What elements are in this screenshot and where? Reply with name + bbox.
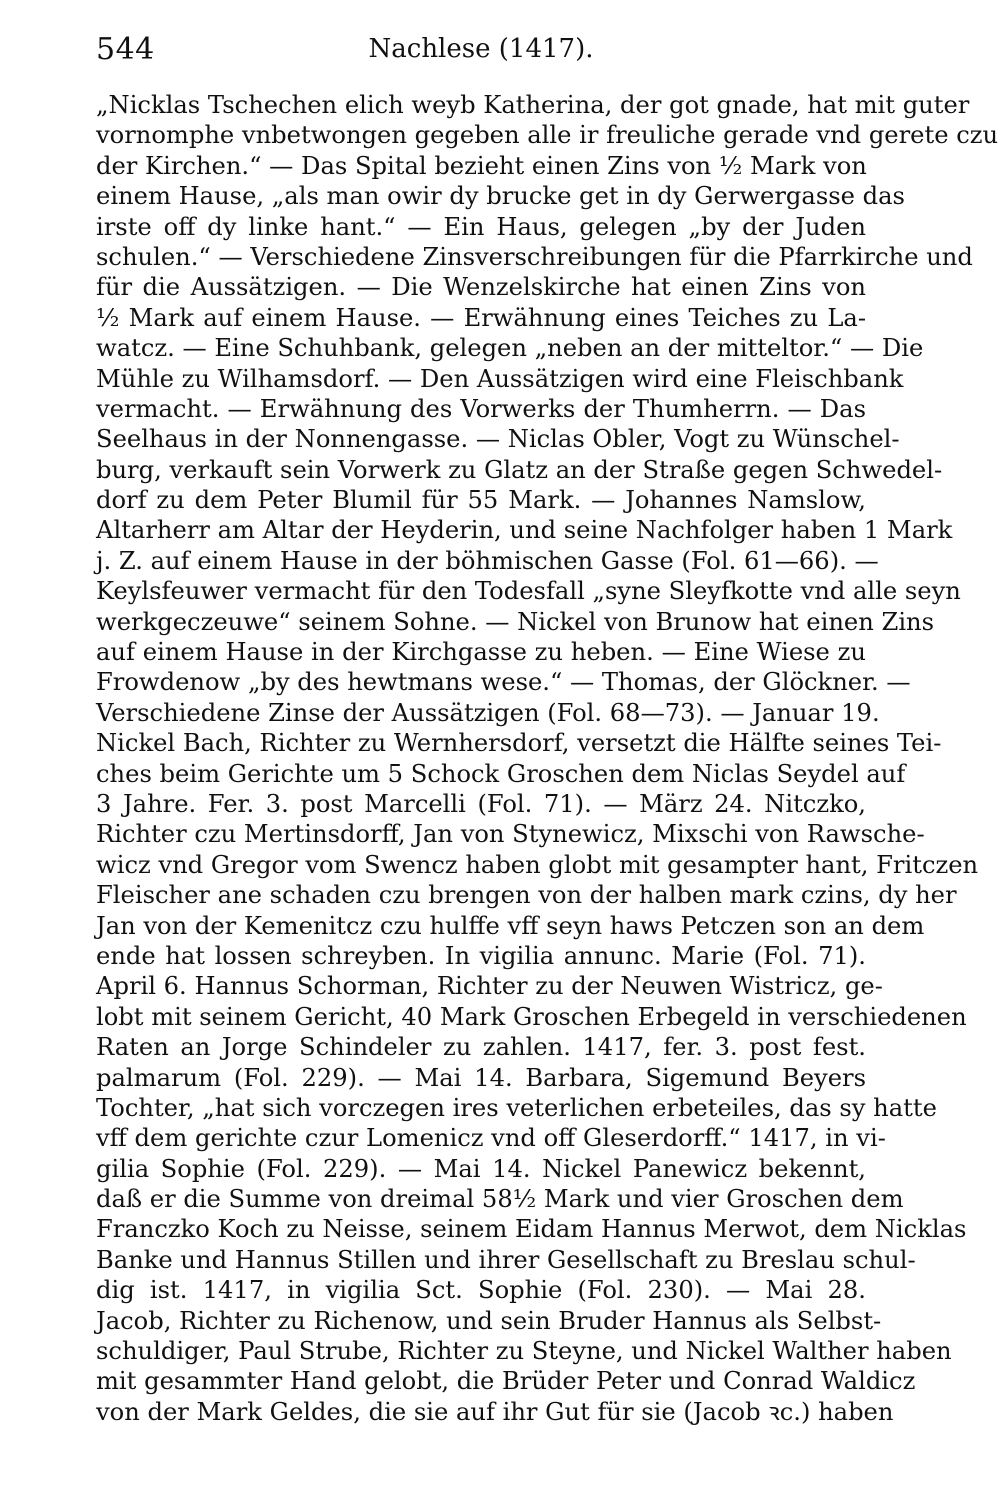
text-line: einem Hause, „als man owir dy brucke get in dy Gerwergasse das (96, 182, 905, 211)
text-line: daß er die Summe von dreimal 58½ Mark und vier Groschen dem (96, 1185, 904, 1214)
text-line: der Kirchen.“ — Das Spital bezieht einen Zins von ½ Mark von (96, 151, 867, 180)
text-line: mit gesammter Hand gelobt, die Brüder Peter und Conrad Waldicz (96, 1367, 916, 1396)
text-line: Banke und Hannus Stillen und ihrer Gesellschaft zu Breslau schul- (96, 1245, 916, 1274)
text-line: werkgeczeuwe“ seinem Sohne. — Nickel von Brunow hat einen Zins (96, 607, 935, 636)
text-line: von der Mark Geldes, die sie auf ihr Gut für sie (Jacob ꝛc.) haben (96, 1397, 894, 1426)
text-line: Seelhaus in der Nonnengasse. — Niclas Obler, Vogt zu Wünschel- (96, 425, 900, 454)
text-line: vff dem gerichte czur Lomenicz vnd off Gleserdorff.“ 1417, in vi- (96, 1124, 886, 1153)
text-line: dig ist. 1417, in vigilia Sct. Sophie (Fol. 230). — Mai 28. (96, 1276, 866, 1305)
text-line: Fleischer ane schaden czu brengen von der halben mark czins, dy her (96, 881, 957, 910)
text-line: Keylsfeuwer vermacht für den Todesfall „syne Sleyfkotte vnd alle seyn (96, 577, 961, 606)
text-line: j. Z. auf einem Hause in der böhmischen Gasse (Fol. 61—66). — (96, 546, 879, 575)
text-line: lobt mit seinem Gericht, 40 Mark Groschen Erbegeld in verschiedenen (96, 1002, 967, 1031)
text-line: watcz. — Eine Schuhbank, gelegen „neben an der mitteltor.“ — Die (96, 334, 924, 363)
text-line: Verschiedene Zinse der Aussätzigen (Fol. 68—73). — Januar 19. (96, 698, 880, 727)
text-line: 3 Jahre. Fer. 3. post Marcelli (Fol. 71). — März 24. Nitczko, (96, 789, 866, 818)
text-line: ½ Mark auf einem Hause. — Erwähnung eines Teiches zu La- (96, 303, 866, 332)
text-line: vermacht. — Erwähnung des Vorwerks der Thumherrn. — Das (96, 394, 866, 423)
text-line: schulen.“ — Verschiedene Zinsverschreibungen für die Pfarrkirche und (96, 242, 973, 271)
text-line: Franczko Koch zu Neisse, seinem Eidam Hannus Merwot, dem Nicklas (96, 1215, 967, 1244)
text-line: Frowdenow „by des hewtmans wese.“ — Thomas, der Glöckner. — (96, 668, 911, 697)
body-text (96, 90, 998, 1427)
text-line: gilia Sophie (Fol. 229). — Mai 14. Nickel Panewicz bekennt, (96, 1154, 866, 1183)
text-line: palmarum (Fol. 229). — Mai 14. Barbara, Sigemund Beyers (96, 1063, 866, 1092)
page-number: 544 (96, 32, 155, 67)
text-line: vornomphe vnbetwongen gegeben alle ir freuliche gerade vnd gerete czu (96, 121, 998, 150)
text-line: Richter czu Mertinsdorff, Jan von Stynewicz, Mixschi von Rawsche- (96, 820, 925, 849)
text-line: dorf zu dem Peter Blumil für 55 Mark. — Johannes Namslow, (96, 486, 866, 515)
page-header (96, 28, 866, 68)
text-line: Nickel Bach, Richter zu Wernhersdorf, versetzt die Hälfte seines Tei- (96, 729, 942, 758)
text-line: „Nicklas Tschechen elich weyb Katherina, der got gnade, hat mit guter (96, 91, 970, 119)
text-line: Jacob, Richter zu Richenow, und sein Bruder Hannus als Selbst- (96, 1306, 882, 1335)
text-line: für die Aussätzigen. — Die Wenzelskirche hat einen Zins von (96, 273, 866, 302)
text-line: Altarherr am Altar der Heyderin, und seine Nachfolger haben 1 Mark (96, 516, 953, 545)
text-line: auf einem Hause in der Kirchgasse zu heben. — Eine Wiese zu (96, 638, 866, 667)
text-line: April 6. Hannus Schorman, Richter zu der Neuwen Wistricz, ge- (96, 972, 883, 1001)
text-line: schuldiger, Paul Strube, Richter zu Steyne, und Nickel Walther haben (96, 1337, 952, 1366)
text-line: Raten an Jorge Schindeler zu zahlen. 1417, fer. 3. post fest. (96, 1033, 866, 1062)
text-line: ende hat lossen schreyben. In vigilia annunc. Marie (Fol. 71). (96, 941, 866, 970)
text-line: Mühle zu Wilhamsdorf. — Den Aussätzigen wird eine Fleischbank (96, 364, 904, 393)
running-title: Nachlese (1417). (368, 34, 594, 64)
text-line: irste off dy linke hant.“ — Ein Haus, gelegen „by der Juden (96, 212, 866, 241)
text-line: Tochter, „hat sich vorczegen ires veterlichen erbeteiles, das sy hatte (96, 1093, 937, 1122)
text-line: Jan von der Kemenitcz czu hulffe vff seyn haws Petczen son an dem (96, 911, 925, 940)
text-line: burg, verkauft sein Vorwerk zu Glatz an der Straße gegen Schwedel- (96, 455, 943, 484)
text-line: ches beim Gerichte um 5 Schock Groschen dem Niclas Seydel auf (96, 759, 906, 788)
text-line: wicz vnd Gregor vom Swencz haben globt mit gesampter hant, Fritczen (96, 850, 979, 879)
